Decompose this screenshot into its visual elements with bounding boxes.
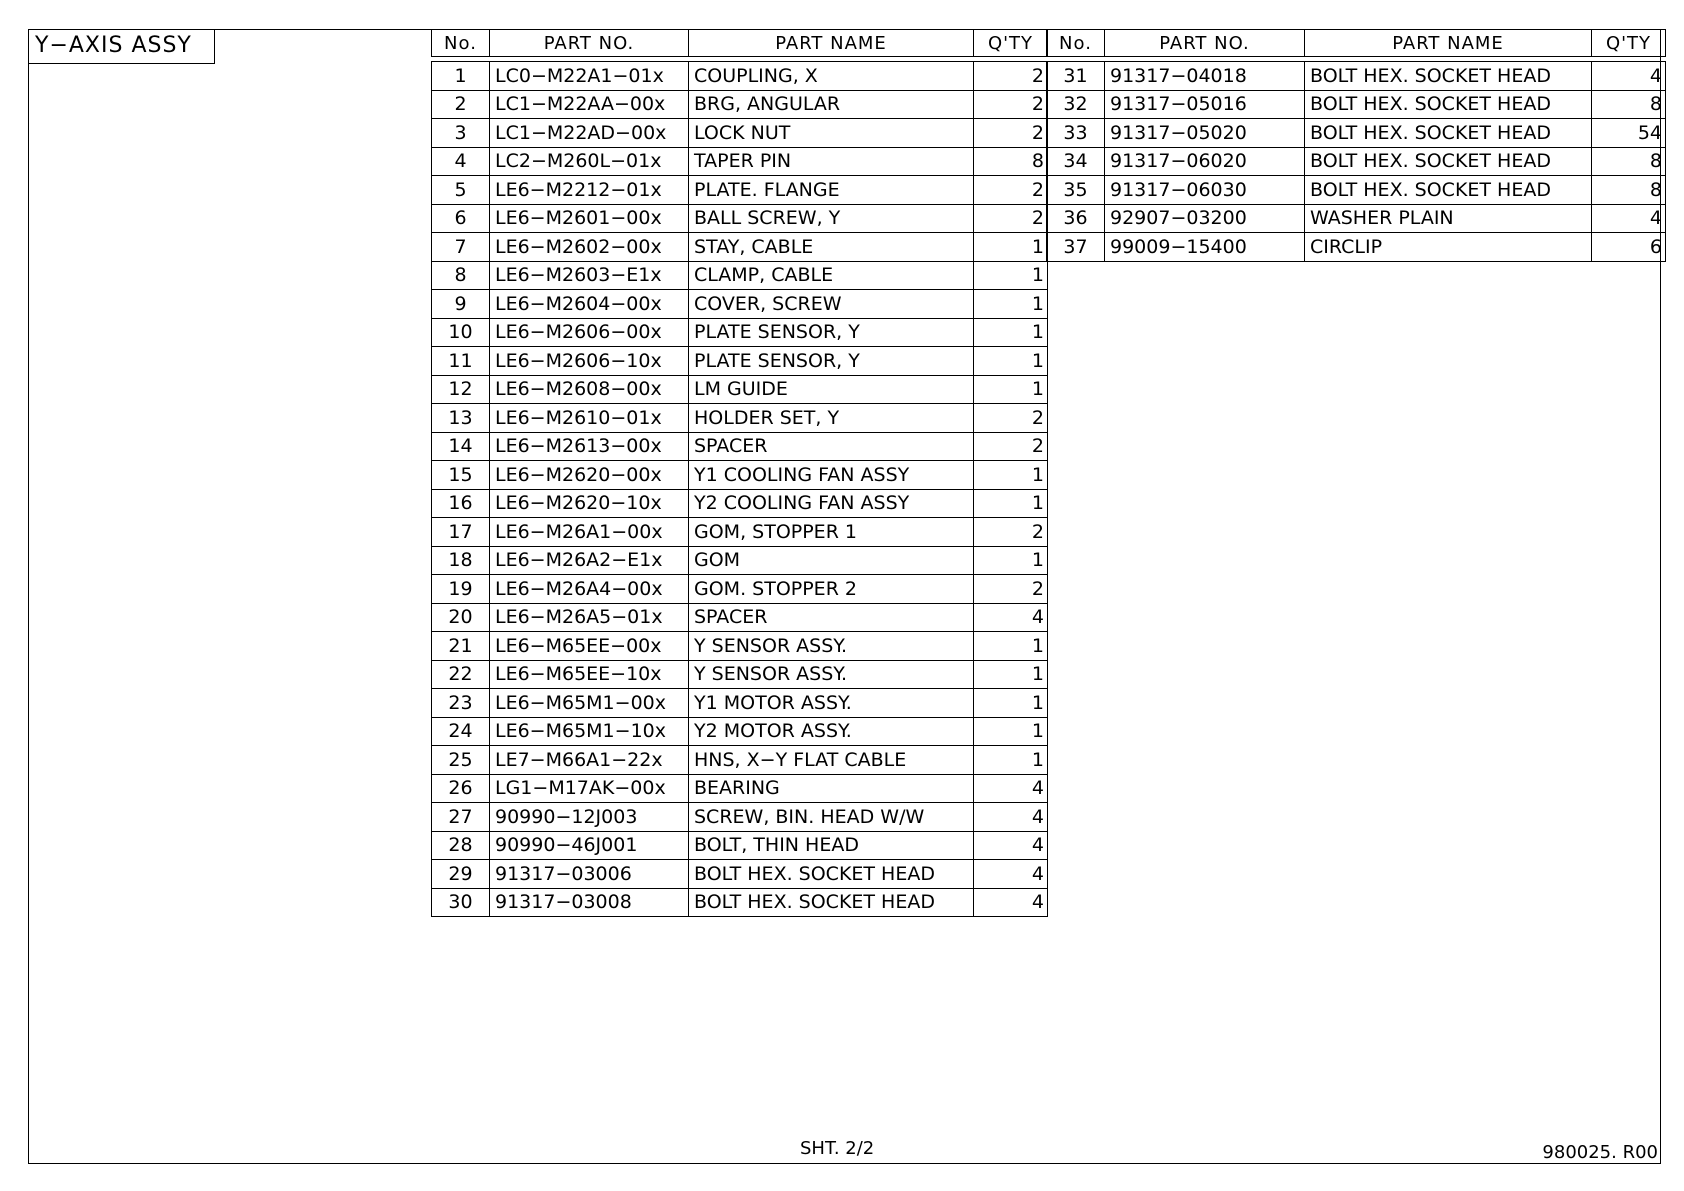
cell-part-no: LG1−M17AK−00x [490, 774, 689, 803]
cell-part-no: LE6−M2620−10x [490, 489, 689, 518]
cell-part-name: STAY, CABLE [689, 233, 974, 262]
cell-part-no: LC1−M22AD−00x [490, 119, 689, 148]
cell-part-no: LE6−M26A5−01x [490, 603, 689, 632]
cell-qty: 2 [974, 62, 1048, 91]
cell-part-no: LE6−M65M1−10x [490, 717, 689, 746]
cell-qty: 6 [1592, 233, 1666, 262]
table-row [432, 888, 1048, 917]
cell-part-name: BEARING [689, 774, 974, 803]
cell-no: 28 [432, 831, 490, 860]
cell-part-no: LE6−M2604−00x [490, 290, 689, 319]
cell-part-name: TAPER PIN [689, 147, 974, 176]
header-part-name: PART NAME [689, 30, 974, 57]
cell-part-no: LE6−M2606−10x [490, 347, 689, 376]
cell-no: 10 [432, 318, 490, 347]
cell-part-no: LE6−M2608−00x [490, 375, 689, 404]
table-row [432, 774, 1048, 803]
header-part-name: PART NAME [1305, 30, 1592, 57]
cell-part-no: LE7−M66A1−22x [490, 746, 689, 775]
cell-qty: 1 [974, 290, 1048, 319]
parts-table-right [1046, 29, 1666, 262]
cell-no: 18 [432, 546, 490, 575]
document-number: 980025. R00 [1542, 1142, 1658, 1163]
table-row [432, 204, 1048, 233]
table-row [1047, 119, 1666, 148]
cell-part-name: CLAMP, CABLE [689, 261, 974, 290]
cell-qty: 1 [974, 489, 1048, 518]
cell-part-no: 92907−03200 [1105, 204, 1305, 233]
table-row [432, 518, 1048, 547]
cell-part-no: 91317−03006 [490, 860, 689, 889]
cell-part-name: COVER, SCREW [689, 290, 974, 319]
cell-qty: 1 [974, 746, 1048, 775]
cell-no: 26 [432, 774, 490, 803]
header-no: No. [1047, 30, 1105, 57]
table-row [432, 689, 1048, 718]
cell-part-name: BOLT HEX. SOCKET HEAD [1305, 119, 1592, 148]
cell-part-no: 90990−46J001 [490, 831, 689, 860]
header-part-no: PART NO. [490, 30, 689, 57]
cell-part-no: LE6−M2603−E1x [490, 261, 689, 290]
cell-qty: 2 [974, 432, 1048, 461]
cell-no: 35 [1047, 176, 1105, 205]
cell-qty: 2 [974, 90, 1048, 119]
cell-part-no: LE6−M65EE−10x [490, 660, 689, 689]
header-qty: Q'TY [974, 30, 1048, 57]
cell-no: 21 [432, 632, 490, 661]
cell-part-name: HNS, X−Y FLAT CABLE [689, 746, 974, 775]
cell-no: 8 [432, 261, 490, 290]
table-row [1047, 233, 1666, 262]
parts-table-left [431, 29, 1048, 917]
cell-qty: 4 [1592, 204, 1666, 233]
cell-qty: 4 [974, 603, 1048, 632]
cell-no: 33 [1047, 119, 1105, 148]
cell-part-name: BOLT HEX. SOCKET HEAD [689, 860, 974, 889]
cell-qty: 8 [974, 147, 1048, 176]
table-row [432, 290, 1048, 319]
cell-no: 34 [1047, 147, 1105, 176]
cell-qty: 1 [974, 660, 1048, 689]
cell-no: 13 [432, 404, 490, 433]
cell-part-no: LE6−M26A4−00x [490, 575, 689, 604]
table-row [432, 860, 1048, 889]
table-row [432, 831, 1048, 860]
cell-qty: 8 [1592, 90, 1666, 119]
cell-part-name: Y SENSOR ASSY. [689, 660, 974, 689]
cell-qty: 1 [974, 261, 1048, 290]
cell-no: 22 [432, 660, 490, 689]
cell-part-no: LE6−M65EE−00x [490, 632, 689, 661]
cell-no: 11 [432, 347, 490, 376]
cell-no: 25 [432, 746, 490, 775]
table-row [432, 461, 1048, 490]
cell-part-name: Y SENSOR ASSY. [689, 632, 974, 661]
header-no: No. [432, 30, 490, 57]
cell-no: 6 [432, 204, 490, 233]
table-row [432, 375, 1048, 404]
cell-part-name: LOCK NUT [689, 119, 974, 148]
table-row [432, 62, 1048, 91]
cell-part-name: BOLT HEX. SOCKET HEAD [1305, 62, 1592, 91]
cell-part-name: COUPLING, X [689, 62, 974, 91]
cell-part-name: BOLT HEX. SOCKET HEAD [1305, 90, 1592, 119]
table-row [432, 318, 1048, 347]
table-row [432, 404, 1048, 433]
cell-part-name: BOLT HEX. SOCKET HEAD [1305, 176, 1592, 205]
table-row [432, 147, 1048, 176]
table-row [1047, 62, 1666, 91]
cell-qty: 1 [974, 461, 1048, 490]
table-row [432, 347, 1048, 376]
cell-part-name: BALL SCREW, Y [689, 204, 974, 233]
cell-part-name: GOM. STOPPER 2 [689, 575, 974, 604]
cell-part-no: 91317−06030 [1105, 176, 1305, 205]
cell-no: 3 [432, 119, 490, 148]
table-row [432, 233, 1048, 262]
cell-qty: 4 [974, 803, 1048, 832]
cell-part-no: 91317−04018 [1105, 62, 1305, 91]
cell-part-no: LC1−M22AA−00x [490, 90, 689, 119]
table-row [1047, 147, 1666, 176]
cell-no: 31 [1047, 62, 1105, 91]
cell-part-no: 90990−12J003 [490, 803, 689, 832]
cell-part-no: LE6−M2212−01x [490, 176, 689, 205]
cell-part-no: LC0−M22A1−01x [490, 62, 689, 91]
table-row [432, 575, 1048, 604]
cell-no: 7 [432, 233, 490, 262]
cell-part-no: 99009−15400 [1105, 233, 1305, 262]
cell-part-no: LC2−M260L−01x [490, 147, 689, 176]
cell-qty: 2 [974, 575, 1048, 604]
cell-part-no: LE6−M2601−00x [490, 204, 689, 233]
cell-part-no: 91317−05016 [1105, 90, 1305, 119]
table-row [432, 632, 1048, 661]
cell-no: 1 [432, 62, 490, 91]
table-row [432, 119, 1048, 148]
cell-qty: 54 [1592, 119, 1666, 148]
cell-part-name: GOM [689, 546, 974, 575]
cell-qty: 2 [974, 518, 1048, 547]
table-row [1047, 90, 1666, 119]
cell-no: 14 [432, 432, 490, 461]
header-part-no: PART NO. [1105, 30, 1305, 57]
table-row [432, 489, 1048, 518]
cell-no: 17 [432, 518, 490, 547]
cell-part-name: BOLT, THIN HEAD [689, 831, 974, 860]
cell-part-no: LE6−M2610−01x [490, 404, 689, 433]
sheet-number: SHT. 2/2 [800, 1138, 875, 1159]
cell-part-name: PLATE. FLANGE [689, 176, 974, 205]
cell-part-no: LE6−M2606−00x [490, 318, 689, 347]
cell-qty: 2 [974, 204, 1048, 233]
cell-no: 32 [1047, 90, 1105, 119]
cell-part-no: LE6−M26A1−00x [490, 518, 689, 547]
table-row [432, 803, 1048, 832]
cell-part-no: 91317−06020 [1105, 147, 1305, 176]
cell-part-name: GOM, STOPPER 1 [689, 518, 974, 547]
cell-qty: 8 [1592, 176, 1666, 205]
cell-part-name: SPACER [689, 603, 974, 632]
cell-part-name: CIRCLIP [1305, 233, 1592, 262]
cell-qty: 1 [974, 546, 1048, 575]
cell-no: 12 [432, 375, 490, 404]
table-row [432, 90, 1048, 119]
cell-no: 16 [432, 489, 490, 518]
cell-part-name: BOLT HEX. SOCKET HEAD [689, 888, 974, 917]
cell-qty: 1 [974, 689, 1048, 718]
cell-qty: 1 [974, 375, 1048, 404]
cell-qty: 2 [974, 176, 1048, 205]
cell-qty: 1 [974, 717, 1048, 746]
cell-qty: 1 [974, 233, 1048, 262]
cell-part-name: SPACER [689, 432, 974, 461]
table-row [432, 546, 1048, 575]
cell-no: 27 [432, 803, 490, 832]
table-row [1047, 176, 1666, 205]
cell-qty: 4 [974, 831, 1048, 860]
cell-part-name: PLATE SENSOR, Y [689, 347, 974, 376]
header-qty: Q'TY [1592, 30, 1666, 57]
cell-no: 2 [432, 90, 490, 119]
cell-no: 37 [1047, 233, 1105, 262]
cell-qty: 2 [974, 404, 1048, 433]
cell-part-no: LE6−M26A2−E1x [490, 546, 689, 575]
table-row [432, 746, 1048, 775]
table-row [432, 261, 1048, 290]
page-title: Y−AXIS ASSY [28, 29, 215, 64]
cell-no: 4 [432, 147, 490, 176]
cell-part-no: 91317−05020 [1105, 119, 1305, 148]
table-row [432, 603, 1048, 632]
cell-qty: 4 [974, 774, 1048, 803]
cell-no: 15 [432, 461, 490, 490]
cell-part-name: Y2 MOTOR ASSY. [689, 717, 974, 746]
cell-qty: 1 [974, 318, 1048, 347]
cell-qty: 1 [974, 347, 1048, 376]
cell-qty: 1 [974, 632, 1048, 661]
cell-part-name: PLATE SENSOR, Y [689, 318, 974, 347]
cell-qty: 4 [1592, 62, 1666, 91]
cell-no: 9 [432, 290, 490, 319]
table-row [432, 660, 1048, 689]
table-row [432, 176, 1048, 205]
cell-qty: 4 [974, 888, 1048, 917]
cell-part-name: WASHER PLAIN [1305, 204, 1592, 233]
cell-part-no: LE6−M65M1−00x [490, 689, 689, 718]
cell-qty: 2 [974, 119, 1048, 148]
cell-no: 23 [432, 689, 490, 718]
cell-part-name: Y2 COOLING FAN ASSY [689, 489, 974, 518]
cell-part-name: SCREW, BIN. HEAD W/W [689, 803, 974, 832]
cell-qty: 4 [974, 860, 1048, 889]
cell-qty: 8 [1592, 147, 1666, 176]
cell-part-name: Y1 MOTOR ASSY. [689, 689, 974, 718]
cell-part-name: BRG, ANGULAR [689, 90, 974, 119]
cell-no: 19 [432, 575, 490, 604]
cell-no: 20 [432, 603, 490, 632]
cell-part-name: BOLT HEX. SOCKET HEAD [1305, 147, 1592, 176]
cell-part-name: Y1 COOLING FAN ASSY [689, 461, 974, 490]
cell-part-no: LE6−M2602−00x [490, 233, 689, 262]
cell-part-name: HOLDER SET, Y [689, 404, 974, 433]
table-row [432, 432, 1048, 461]
cell-part-no: LE6−M2613−00x [490, 432, 689, 461]
cell-no: 29 [432, 860, 490, 889]
cell-part-no: 91317−03008 [490, 888, 689, 917]
cell-no: 5 [432, 176, 490, 205]
cell-part-no: LE6−M2620−00x [490, 461, 689, 490]
cell-no: 30 [432, 888, 490, 917]
cell-no: 36 [1047, 204, 1105, 233]
cell-part-name: LM GUIDE [689, 375, 974, 404]
table-row [432, 717, 1048, 746]
cell-no: 24 [432, 717, 490, 746]
table-row [1047, 204, 1666, 233]
